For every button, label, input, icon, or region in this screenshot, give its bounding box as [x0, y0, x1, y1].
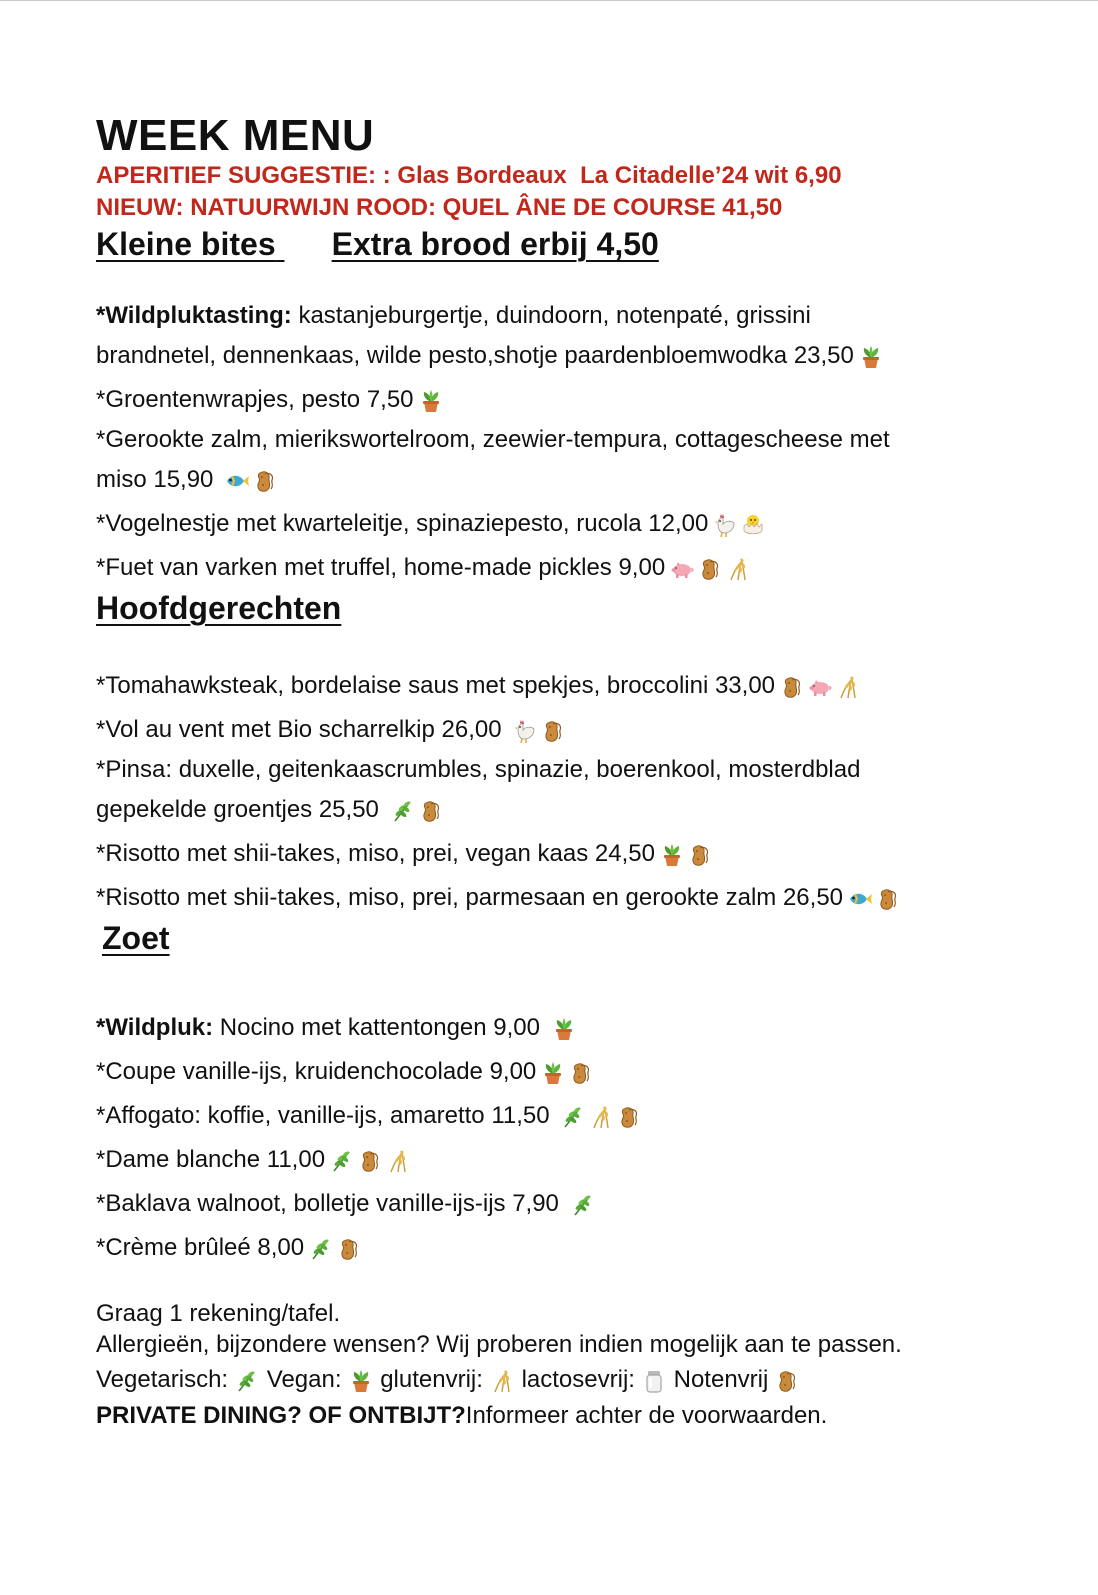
section-title-sweets: Zoet: [102, 920, 170, 956]
item-text: *Affogato: koffie, vanille-ijs, amaretto 11,50: [96, 1102, 557, 1129]
vegan-plant-icon: [348, 1368, 374, 1394]
footer-allergy-note: Allergieën, bijzondere wensen? Wij proberen indien mogelijk aan te passen.: [96, 1331, 902, 1358]
promo-natural-wine: NIEUW: NATUURWIJN ROOD: QUEL ÂNE DE COURSE 41,50: [96, 194, 783, 221]
legend-label: Notenvrij: [673, 1366, 769, 1393]
item-text: *Pinsa: duxelle, geitenkaascrumbles, spinazie, boerenkool, mosterdblad: [96, 756, 861, 783]
wheat-icon: [385, 1148, 411, 1174]
section-title-mains: Hoofdgerechten: [96, 590, 342, 626]
menu-item: [96, 378, 1056, 422]
menu-item: [96, 422, 1056, 502]
item-text: *Crème brûleé 8,00: [96, 1234, 305, 1261]
item-icons: [418, 388, 444, 414]
section-title-bites: Kleine bites: [96, 226, 276, 262]
item-highlight: *Wildpluktasting:: [96, 302, 292, 329]
item-highlight: *Wildpluk:: [96, 1014, 214, 1041]
item-text: *Coupe vanille-ijs, kruidenchocolade 9,00: [96, 1058, 537, 1085]
menu-item: [96, 1050, 1056, 1094]
item-icons: [858, 344, 884, 370]
legend-label: Vegan:: [266, 1366, 342, 1393]
menu-item: [96, 1094, 1056, 1138]
item-icons: [669, 556, 751, 582]
vegan-plant-icon: [858, 344, 884, 370]
vegan-plant-icon: [551, 1016, 577, 1042]
item-text: *Tomahawksteak, bordelaise saus met spekjes, broccolini 33,00: [96, 672, 776, 699]
menu-item: [96, 708, 1056, 752]
private-dining-info: Informeer achter de voorwaarden.: [465, 1402, 828, 1429]
item-icons: [540, 1060, 594, 1086]
pig-icon: [669, 556, 695, 582]
menu-item: [96, 832, 1056, 876]
vegan-plant-icon: [540, 1060, 566, 1086]
top-rule: [0, 0, 1098, 1]
item-icons: [560, 1104, 642, 1130]
menu-item: [96, 1006, 1056, 1050]
nut-icon: [774, 1368, 800, 1394]
section-header-sweets: [96, 920, 1056, 964]
section-header-bites: [96, 226, 1056, 266]
item-text-cont: miso 15,90: [96, 466, 221, 493]
item-text: *Vol au vent met Bio scharrelkip 26,00: [96, 716, 509, 743]
menu-item: [96, 752, 1056, 832]
chick-icon: [740, 512, 766, 538]
item-text: Nocino met kattentongen 9,00: [213, 1014, 547, 1041]
nut-icon: [875, 886, 901, 912]
promo-aperitif: APERITIEF SUGGESTIE: : Glas Bordeaux La Citadelle’24 wit 6,90: [96, 162, 842, 189]
footer-bill-note: Graag 1 rekening/tafel.: [96, 1300, 341, 1327]
item-icons: [329, 1148, 411, 1174]
menu-item: [96, 876, 1056, 920]
nut-icon: [357, 1148, 383, 1174]
herb-icon: [560, 1104, 586, 1130]
section-header-mains: [96, 590, 1056, 634]
nut-icon: [336, 1236, 362, 1262]
item-text: *Baklava walnoot, bolletje vanille-ijs-ijs 7,90: [96, 1190, 566, 1217]
vegan-plant-icon: [418, 388, 444, 414]
nut-icon: [616, 1104, 642, 1130]
menu-item: [96, 546, 1056, 590]
legend-label: Vegetarisch:: [96, 1366, 229, 1393]
nut-icon: [418, 798, 444, 824]
item-text: *Dame blanche 11,00: [96, 1146, 326, 1173]
extra-bread-note: Extra brood erbij 4,50: [331, 226, 659, 262]
menu-item: [96, 298, 1056, 378]
menu-item: [96, 1138, 1056, 1182]
herb-icon: [390, 798, 416, 824]
nut-icon: [540, 718, 566, 744]
item-text-cont: gepekelde groentjes 25,50: [96, 796, 386, 823]
footer-private-dining: [96, 1400, 1056, 1431]
menu-item: [96, 502, 1056, 546]
item-icons: [847, 886, 901, 912]
nut-icon: [252, 468, 278, 494]
item-text-cont: brandnetel, dennenkaas, wilde pesto,shotje paardenbloemwodka 23,50: [96, 342, 854, 369]
item-icons: [512, 718, 566, 744]
vegan-plant-icon: [659, 842, 685, 868]
herb-icon: [570, 1192, 596, 1218]
item-icons: [712, 512, 766, 538]
item-text: *Gerookte zalm, mierikswortelroom, zeewier-tempura, cottagescheese met: [96, 426, 890, 453]
item-text: *Fuet van varken met truffel, home-made pickles 9,00: [96, 554, 666, 581]
legend-icon: [348, 1368, 374, 1394]
item-text: *Risotto met shii-takes, miso, prei, parmesaan en gerookte zalm 26,50: [96, 884, 844, 911]
item-icons: [551, 1016, 577, 1042]
private-dining-question: PRIVATE DINING? OF ONTBIJT?: [96, 1402, 466, 1429]
menu-page: [96, 112, 1056, 1431]
page-title: WEEK MENU: [96, 111, 375, 160]
wheat-icon: [588, 1104, 614, 1130]
nut-icon: [568, 1060, 594, 1086]
footer: [96, 1298, 1056, 1431]
item-icons: [308, 1236, 362, 1262]
menu-item: [96, 1182, 1056, 1226]
item-icons: [570, 1192, 596, 1218]
allergen-legend: [96, 1360, 1056, 1400]
item-text: *Groentenwrapjes, pesto 7,50: [96, 386, 414, 413]
menu-item: [96, 664, 1056, 708]
nut-icon: [687, 842, 713, 868]
rooster-icon: [712, 512, 738, 538]
item-text: *Risotto met shii-takes, miso, prei, vegan kaas 24,50: [96, 840, 655, 867]
item-icons: [659, 842, 713, 868]
nut-icon: [779, 674, 805, 700]
fish-icon: [224, 468, 250, 494]
rooster-icon: [512, 718, 538, 744]
pig-icon: [807, 674, 833, 700]
wheat-icon: [835, 674, 861, 700]
item-icons: [390, 798, 444, 824]
item-text: kastanjeburgertje, duindoorn, notenpaté, grissini: [291, 302, 811, 329]
legend-icon: [234, 1368, 260, 1394]
legend-label: lactosevrij:: [521, 1366, 635, 1393]
herb-icon: [308, 1236, 334, 1262]
legend-icon: [641, 1368, 667, 1394]
fish-icon: [847, 886, 873, 912]
legend-icon: [489, 1368, 515, 1394]
item-icons: [224, 468, 278, 494]
menu-item: [96, 1226, 1056, 1270]
item-text: *Vogelnestje met kwarteleitje, spinaziepesto, rucola 12,00: [96, 510, 709, 537]
legend-icon: [774, 1368, 800, 1394]
herb-icon: [234, 1368, 260, 1394]
milk-jar-icon: [641, 1368, 667, 1394]
herb-icon: [329, 1148, 355, 1174]
title-underline-gap: [276, 226, 332, 263]
legend-label: glutenvrij:: [380, 1366, 483, 1393]
wheat-icon: [489, 1368, 515, 1394]
wheat-icon: [725, 556, 751, 582]
item-icons: [779, 674, 861, 700]
nut-icon: [697, 556, 723, 582]
